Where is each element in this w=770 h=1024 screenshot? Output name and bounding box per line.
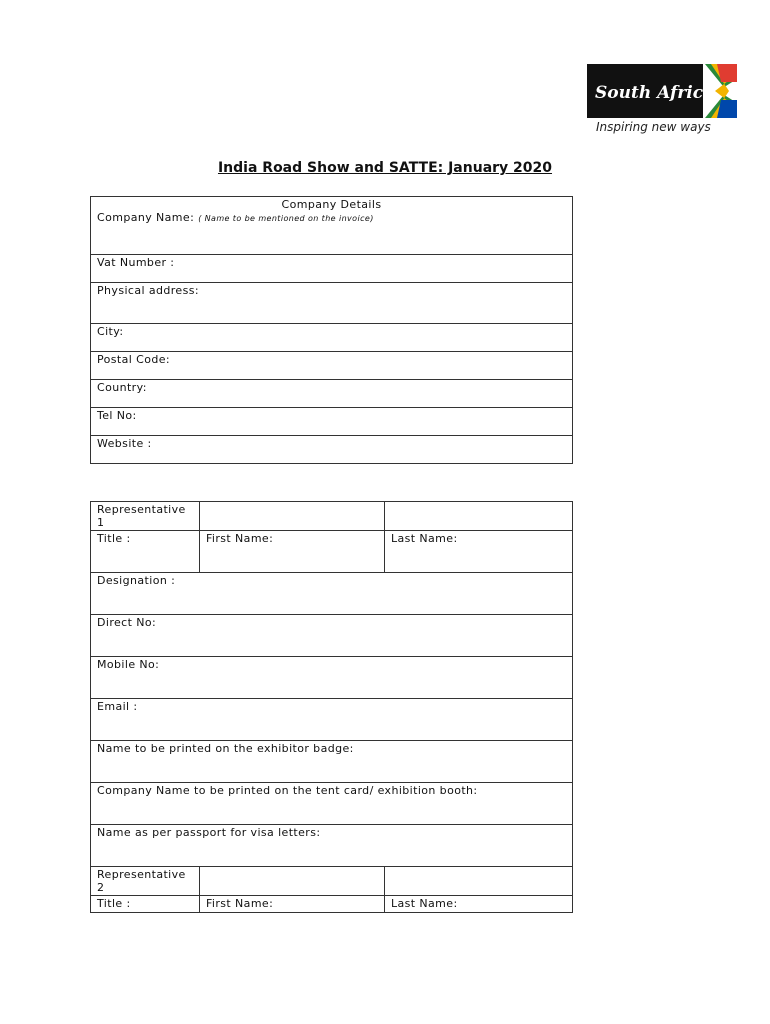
rep1-last-name-label: Last Name: [391, 532, 458, 545]
designation-field[interactable] [91, 573, 573, 615]
rep2-last-name-field[interactable] [385, 896, 573, 913]
tel-no-label: Tel No: [97, 409, 137, 422]
badge-name-label: Name to be printed on the exhibitor badge: [97, 742, 354, 755]
postal-code-label: Postal Code: [97, 353, 170, 366]
tent-card-name-field[interactable] [91, 783, 573, 825]
direct-no-field[interactable] [91, 615, 573, 657]
company-name-cell[interactable] [91, 197, 573, 255]
rep2-last-name-label: Last Name: [391, 897, 458, 910]
passport-name-field[interactable] [91, 825, 573, 867]
email-label: Email : [97, 700, 138, 713]
rep1-first-name-label: First Name: [206, 532, 274, 545]
company-name-note: ( Name to be mentioned on the invoice) [198, 214, 374, 223]
rep2-title-field[interactable] [91, 896, 200, 913]
rep1-title-field[interactable] [91, 531, 200, 573]
email-field[interactable] [91, 699, 573, 741]
rep2-title-label: Title : [97, 897, 131, 910]
rep1-first-name-field[interactable] [200, 531, 385, 573]
rep2-first-name-label: First Name: [206, 897, 274, 910]
blank-cell [385, 867, 573, 896]
company-name-label: Company Name: [97, 211, 195, 224]
blank-cell [200, 502, 385, 531]
south-africa-logo [587, 64, 737, 118]
svg-text:South Africa: South Africa [595, 83, 715, 103]
brand-tagline: Inspiring new ways [596, 120, 711, 134]
passport-name-label: Name as per passport for visa letters: [97, 826, 321, 839]
website-label: Website : [97, 437, 152, 450]
badge-name-field[interactable] [91, 741, 573, 783]
city-field[interactable] [91, 324, 573, 352]
vat-number-field[interactable] [91, 255, 573, 283]
mobile-no-field[interactable] [91, 657, 573, 699]
physical-address-label: Physical address: [97, 284, 199, 297]
postal-code-field[interactable] [91, 352, 573, 380]
representative-2-label: Representative 2 [97, 868, 186, 894]
vat-number-label: Vat Number : [97, 256, 175, 269]
physical-address-field[interactable] [91, 283, 573, 324]
blank-cell [200, 867, 385, 896]
representative-2-cell [91, 867, 200, 896]
rep1-last-name-field[interactable] [385, 531, 573, 573]
city-label: City: [97, 325, 124, 338]
rep1-title-label: Title : [97, 532, 131, 545]
document-title: India Road Show and SATTE: January 2020 [217, 160, 553, 176]
blank-cell [385, 502, 573, 531]
direct-no-label: Direct No: [97, 616, 157, 629]
company-details-table [90, 196, 573, 464]
page-title [0, 160, 770, 176]
company-details-header: Company Details [281, 198, 382, 211]
tel-no-field[interactable] [91, 408, 573, 436]
mobile-no-label: Mobile No: [97, 658, 160, 671]
country-label: Country: [97, 381, 147, 394]
country-field[interactable] [91, 380, 573, 408]
representative-1-label: Representative 1 [97, 503, 186, 529]
representatives-table [90, 501, 573, 913]
tent-card-name-label: Company Name to be printed on the tent card/ exhibition booth: [97, 784, 478, 797]
website-field[interactable] [91, 436, 573, 464]
rep2-first-name-field[interactable] [200, 896, 385, 913]
designation-label: Designation : [97, 574, 176, 587]
representative-1-cell [91, 502, 200, 531]
